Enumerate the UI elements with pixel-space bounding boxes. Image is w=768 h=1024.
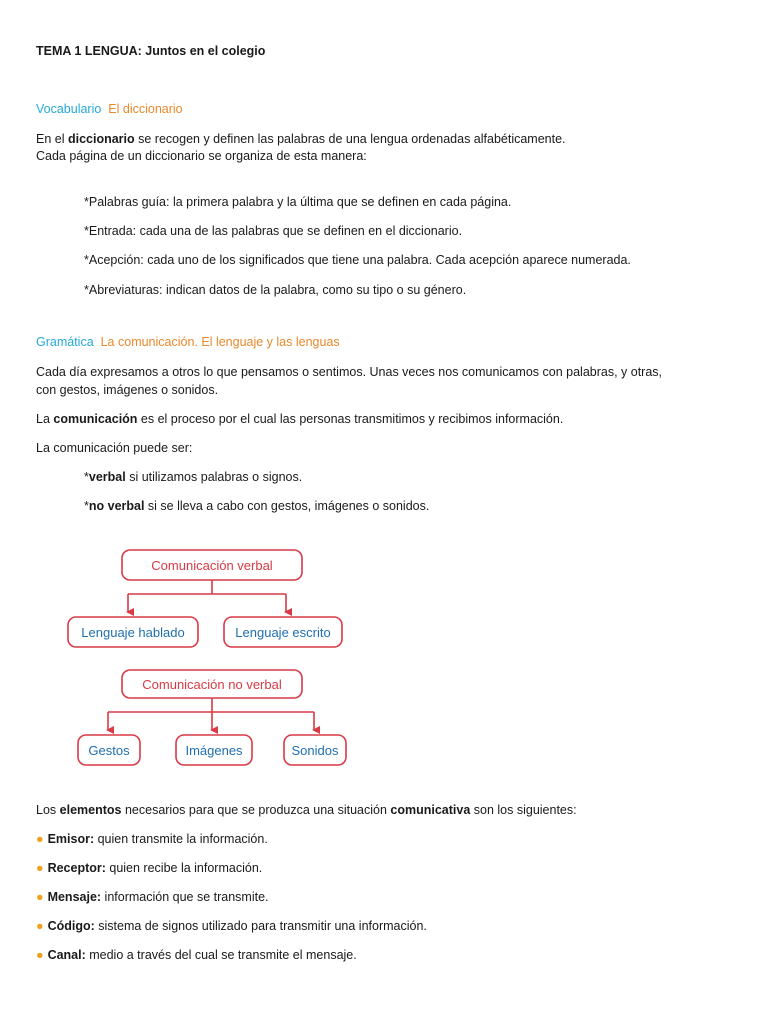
comm-type-nonverbal: *no verbal si se lleva a cabo con gestos, imágenes o sonidos. [84, 499, 430, 513]
vocab-item: *Acepción: cada uno de los significados que tiene una palabra. Cada acepción aparece numerada. [84, 253, 631, 267]
bullet-icon: ● [36, 948, 44, 962]
grammar-label: Gramática [36, 335, 94, 349]
vocab-intro: En el diccionario se recogen y definen las palabras de una lengua ordenadas alfabéticamente. [36, 132, 566, 146]
verbal-child-label: Lenguaje escrito [235, 625, 331, 640]
bullet-icon: ● [36, 919, 44, 933]
grammar-heading [36, 335, 340, 349]
bullet-icon: ● [36, 861, 44, 875]
list-item: ● Receptor: quien recibe la información. [36, 861, 263, 875]
nonverbal-child-label: Sonidos [291, 743, 339, 758]
grammar-topic: La comunicación. El lenguaje y las lenguas [100, 335, 340, 349]
vocab-intro-line2: Cada página de un diccionario se organiza de esta manera: [36, 149, 367, 163]
nonverbal-root-label: Comunicación no verbal [142, 677, 282, 692]
nonverbal-child-label: Imágenes [185, 743, 243, 758]
grammar-p1-line2: con gestos, imágenes o sonidos. [36, 383, 219, 397]
vocab-item: *Palabras guía: la primera palabra y la última que se definen en cada página. [84, 195, 512, 209]
list-item: ● Código: sistema de signos utilizado para transmitir una información. [36, 919, 427, 933]
elements-intro: Los elementos necesarios para que se produzca una situación comunicativa son los siguientes: [36, 803, 577, 817]
grammar-p3: La comunicación puede ser: [36, 441, 193, 455]
vocab-item: *Entrada: cada una de las palabras que se definen en el diccionario. [84, 224, 463, 238]
grammar-p2: La comunicación es el proceso por el cual las personas transmitimos y recibimos información. [36, 412, 564, 426]
list-item: ● Mensaje: información que se transmite. [36, 890, 269, 904]
verbal-root-label: Comunicación verbal [151, 558, 273, 573]
page-title: TEMA 1 LENGUA: Juntos en el colegio [36, 44, 266, 58]
comm-type-verbal: *verbal si utilizamos palabras o signos. [84, 470, 303, 484]
list-item: ● Emisor: quien transmite la información. [36, 832, 268, 846]
verbal-child-label: Lenguaje hablado [81, 625, 185, 640]
nonverbal-child-label: Gestos [88, 743, 130, 758]
communication-diagram [60, 540, 360, 775]
vocab-label: Vocabulario [36, 102, 102, 116]
list-item: ● Canal: medio a través del cual se transmite el mensaje. [36, 948, 357, 962]
vocab-item: *Abreviaturas: indican datos de la palabra, como su tipo o su género. [84, 283, 467, 297]
bullet-icon: ● [36, 832, 44, 846]
vocab-topic: El diccionario [108, 102, 183, 116]
vocab-heading [36, 102, 183, 116]
bullet-icon: ● [36, 890, 44, 904]
grammar-p1-line1: Cada día expresamos a otros lo que pensamos o sentimos. Unas veces nos comunicamos con palabras, y otras, [36, 365, 663, 379]
